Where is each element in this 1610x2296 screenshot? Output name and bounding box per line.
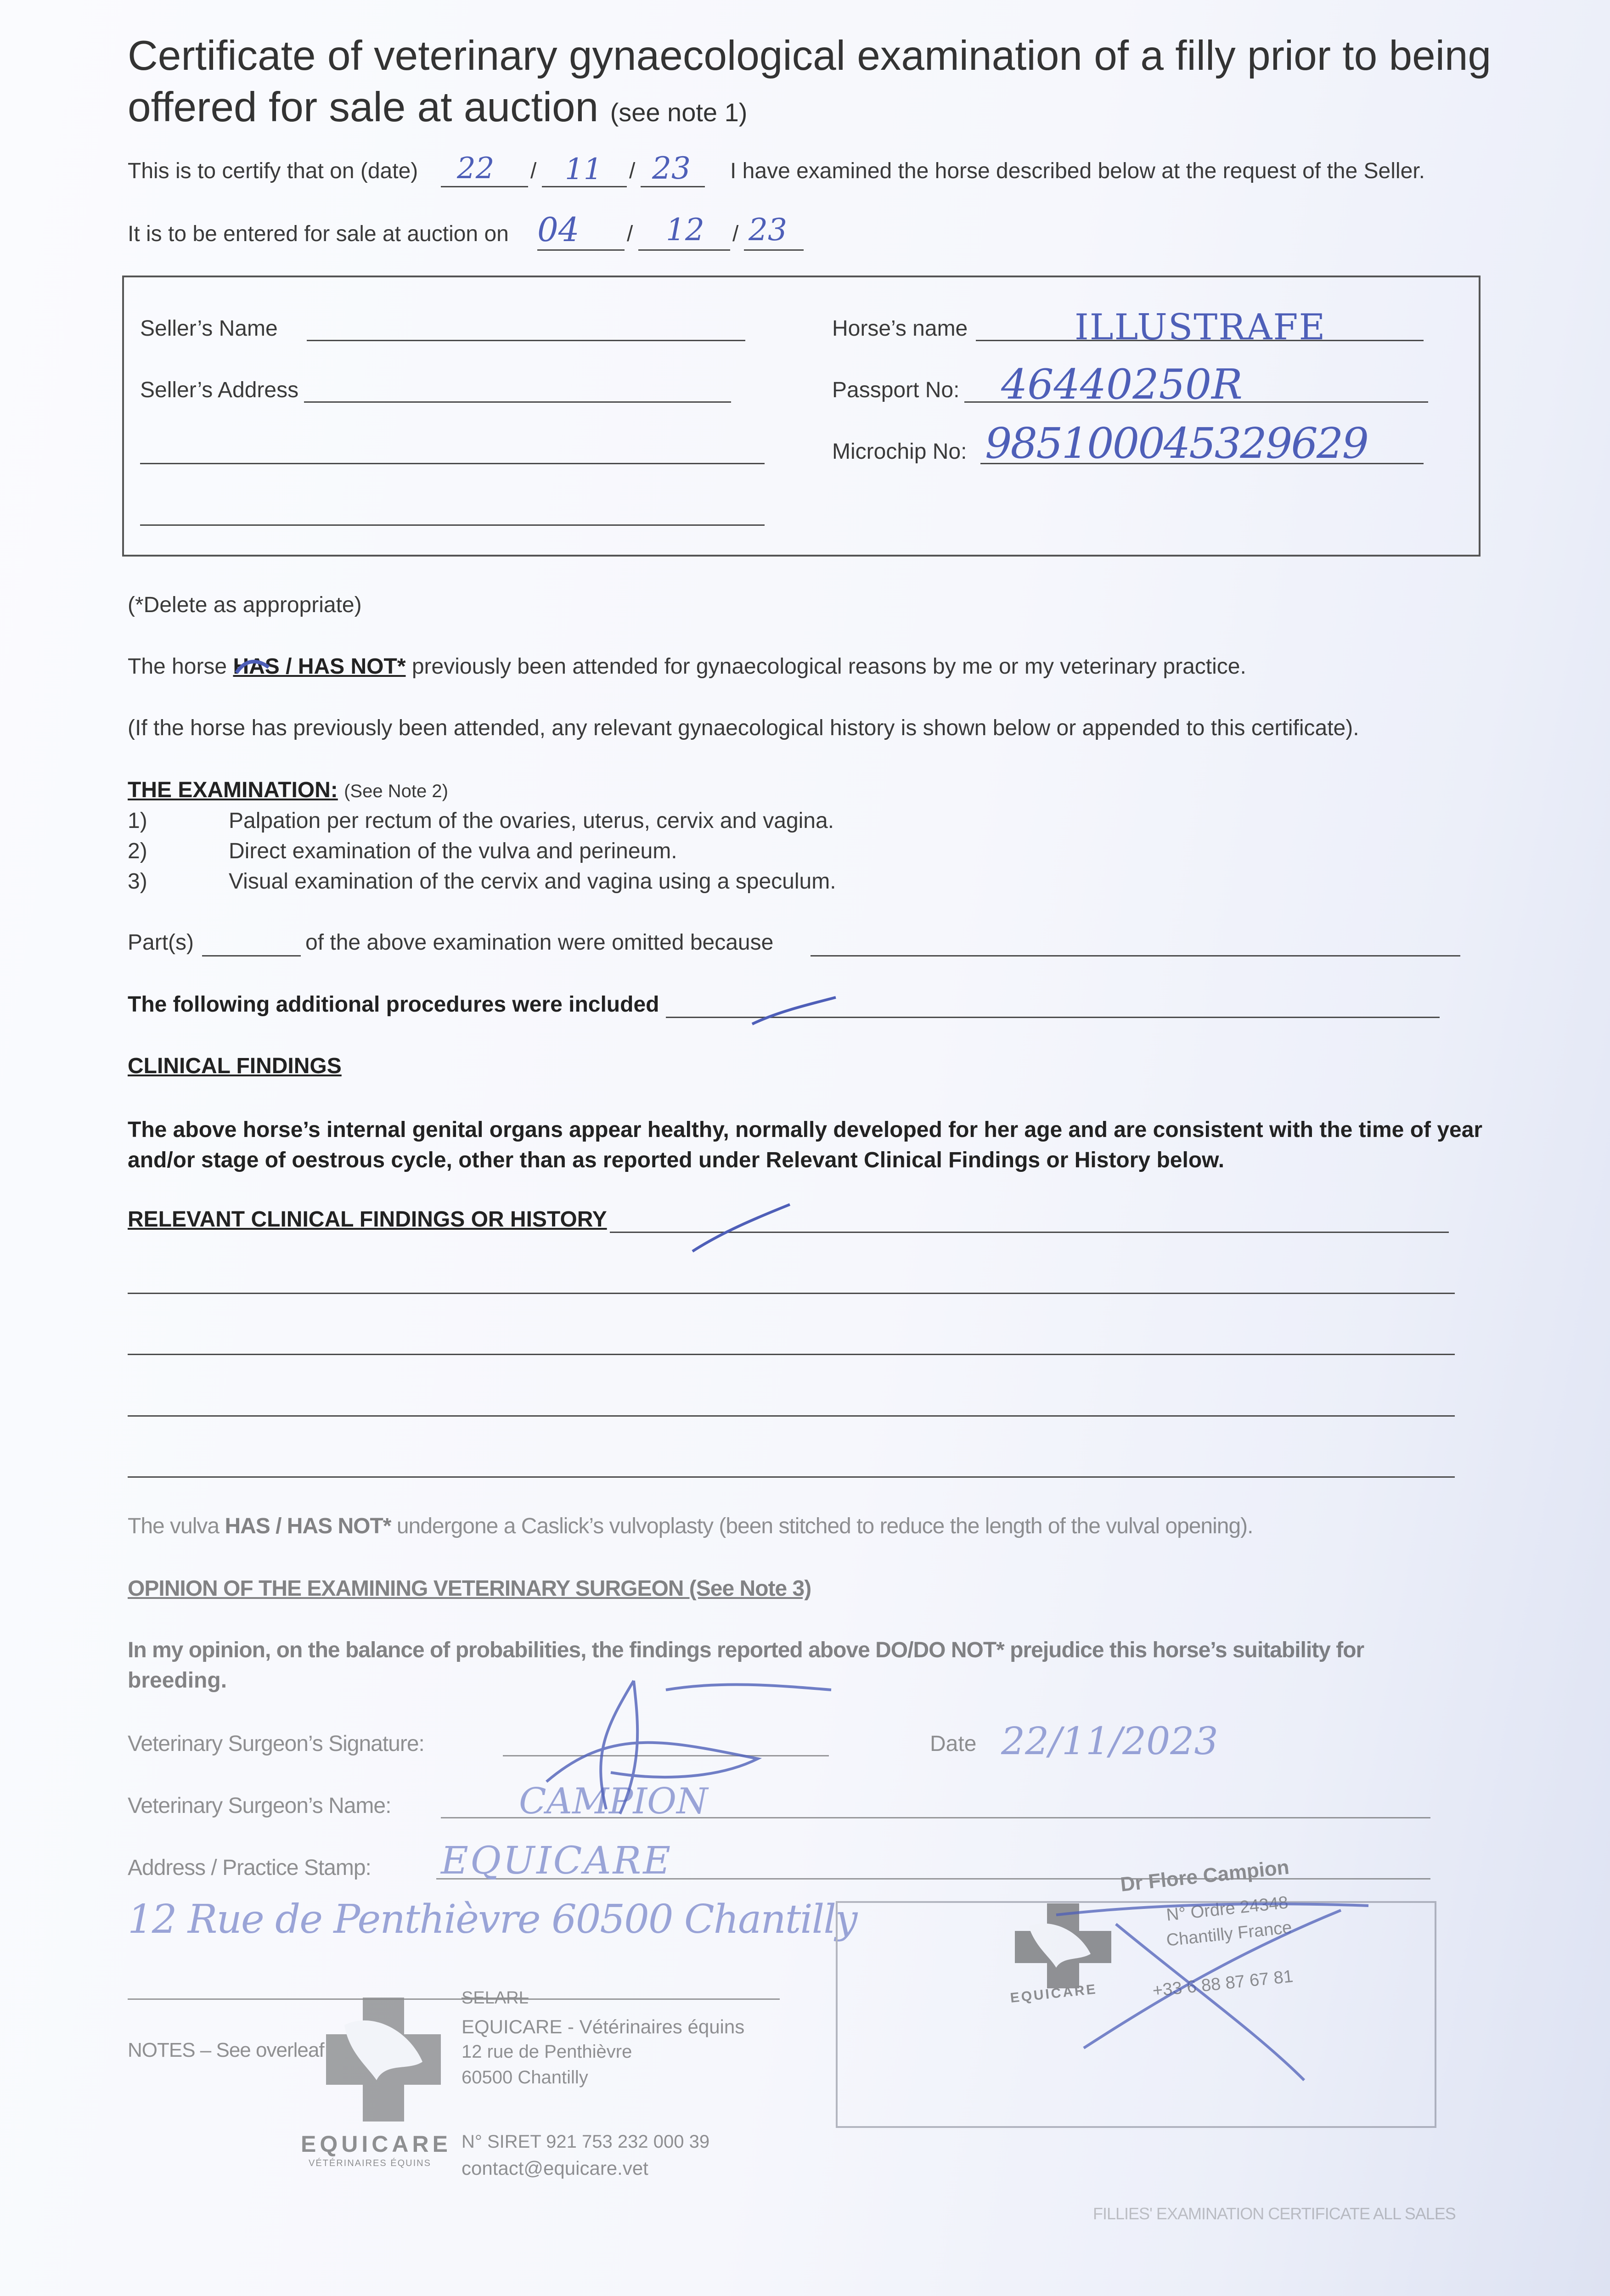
delete-note: (*Delete as appropriate) bbox=[128, 593, 362, 617]
horse-name-value: ILLUSTRAFE bbox=[1075, 307, 1326, 348]
signature-label: Veterinary Surgeon’s Signature: bbox=[128, 1732, 424, 1756]
practice-label: Address / Practice Stamp: bbox=[128, 1856, 371, 1880]
history-note: (If the horse has previously been attended, any relevant gynaecological history is shown below or appended to this certificate). bbox=[128, 716, 1359, 740]
vet-name-value: CAMPION bbox=[519, 1781, 708, 1822]
vet-stamp-name: Dr Flore Campion bbox=[1119, 1856, 1290, 1896]
footer-form-id: FILLIES' EXAMINATION CERTIFICATE ALL SALES bbox=[1093, 2204, 1456, 2223]
exam-item-num: 2) bbox=[128, 839, 147, 863]
additional-label: The following additional procedures were included bbox=[128, 992, 659, 1017]
seller-address-field-2[interactable] bbox=[140, 463, 765, 464]
stamp-company: SELARL bbox=[462, 1988, 529, 2008]
stamp-line1: EQUICARE - Vétérinaires équins bbox=[462, 2016, 745, 2037]
microchip-label: Microchip No: bbox=[832, 439, 967, 464]
relevant-field-4[interactable] bbox=[128, 1415, 1455, 1417]
caslick-statement bbox=[128, 1514, 1253, 1539]
seller-name-field[interactable] bbox=[307, 340, 745, 341]
caslick-options[interactable]: HAS / HAS NOT* bbox=[225, 1514, 391, 1538]
strike-mark-has bbox=[234, 654, 271, 682]
opinion-statement-line1: In my opinion, on the balance of probabilities, the findings reported above DO/DO NOT* prejudice this horse’s suitability for bbox=[128, 1638, 1364, 1662]
practice-value: EQUICARE bbox=[441, 1839, 673, 1883]
stamp-line3: 60500 Chantilly bbox=[462, 2067, 588, 2088]
examination-year: 23 bbox=[652, 151, 691, 186]
microchip-value: 985100045329629 bbox=[985, 419, 1368, 468]
exam-item-text: Direct examination of the vulva and perineum. bbox=[229, 839, 677, 863]
exam-item-num: 1) bbox=[128, 809, 147, 833]
opinion-heading: OPINION OF THE EXAMINING VETERINARY SURGEON (See Note 3) bbox=[128, 1576, 811, 1601]
omitted-parts-field[interactable] bbox=[202, 955, 301, 957]
clinical-findings-statement: The above horse’s internal genital organs appear healthy, normally developed for her age and are consistent with the time of year and/or stage of oestrous cycle, other than as reported under Relevant Clinical Findings or History below. bbox=[128, 1118, 1483, 1172]
passport-value: 46440250R bbox=[1001, 360, 1243, 409]
examination-day: 22 bbox=[457, 152, 495, 186]
attended-options[interactable]: HAS / HAS NOT* bbox=[233, 654, 406, 679]
stamp-line2: 12 rue de Penthièvre bbox=[462, 2042, 632, 2062]
exam-item-num: 3) bbox=[128, 869, 147, 894]
seller-name-label: Seller’s Name bbox=[140, 316, 278, 341]
stamp-logo-sub: VÉTÉRINAIRES ÉQUINS bbox=[309, 2158, 431, 2168]
vet-stamp-location: Chantilly France bbox=[1165, 1918, 1293, 1950]
seller-address-field-3[interactable] bbox=[140, 524, 765, 526]
certificate-page: Certificate of veterinary gynaecological examination of a filly prior to being offered for sale at auction (see note 1) This is to certify that on (date) / / 22 11 23 I have examined the horse described below at the request of the Seller. It is to be entered for sale at auction on / / 04 12 23 Seller’s Name Seller’s Address Horse’s name ILLUSTRAFE Passport No: 46440250R Microchip No: 985100045329629 (*Delete as appropriate) The horse HAS / HAS NOT* previously been attended for gynaecological reasons by me or my veterinary practice. (If the horse has previously been attended, any relevant gynaecological history is shown below or appended to this certificate). THE EXAMINATION: (See Note 2) 1) Palpation per rectum of the ovaries, uterus, cervix and vagina. 2) Direct examination of the vulva and perineum. 3) Visual examination of the cervix and vagina using a speculum. Part(s) of the above examination were omitted because The following additional procedures were included CLINICAL FINDINGS The above horse’s internal genital organs appear healthy, normally developed for her age and are consistent with the time of year and/or stage of oestrous cycle, other than as reported under Relevant Clinical Findings or History below. RELEVANT CLINICAL FINDINGS OR HISTORY The vulva HAS / HAS NOT* undergone a Caslick’s vulvoplasty (been stitched to reduce the length of the vulval opening). OPINION OF THE EXAMINING VETERINARY SURGEON (See Note 3) In my opinion, on the balance of probabilities, the findings reported above DO/DO NOT* prejudice this horse’s suitability for breeding. Veterinary Surgeon’s Signature: Date 22/11/2023 Veterinary Surgeon’s Name: CAMPION Address / Practice Stamp: EQUICARE 12 Rue de Penthièvre 60500 Chantilly SELARL EQUICARE - Vétérinaires équins 12 rue de Penthièvre 60500 Chantilly EQUICARE VÉTÉRINAIRES ÉQUINS N° SIRET 921 753 232 000 39 contact@equicare.vet NOTES – See overleaf Dr Flore Campion N° Ordre 24348 Chantilly France EQUICARE +33 6 88 87 67 81 FILLIES' EXAMINATION CERTIFICATE ALL SALES bbox=[0, 0, 1610, 2296]
title-text: Certificate of veterinary gynaecological examination of a filly prior to being offered for sale at auction bbox=[128, 33, 1492, 130]
dash-mark bbox=[749, 992, 840, 1029]
examination-month: 11 bbox=[565, 152, 602, 186]
examination-heading-note: (See Note 2) bbox=[344, 781, 448, 801]
stamp-signature-scribble bbox=[1047, 1896, 1378, 2089]
attended-statement bbox=[128, 654, 1246, 679]
vet-stamp-ordre: N° Ordre 24348 bbox=[1165, 1893, 1289, 1925]
clinical-findings-heading: CLINICAL FINDINGS bbox=[128, 1054, 342, 1078]
seller-address-label: Seller’s Address bbox=[140, 378, 299, 402]
examination-heading-row bbox=[128, 777, 448, 803]
passport-label: Passport No: bbox=[832, 378, 960, 402]
attended-prefix: The horse bbox=[128, 654, 227, 679]
relevant-field-2[interactable] bbox=[128, 1293, 1455, 1294]
stamp-email: contact@equicare.vet bbox=[462, 2157, 648, 2179]
signature-scribble bbox=[528, 1671, 840, 1823]
auction-month: 12 bbox=[666, 212, 704, 248]
dash-mark bbox=[689, 1201, 794, 1256]
date-label: Date bbox=[930, 1732, 977, 1756]
vet-stamp-phone: +33 6 88 87 67 81 bbox=[1151, 1966, 1294, 2001]
certify-suffix: I have examined the horse described below at the request of the Seller. bbox=[730, 159, 1425, 183]
practice-address-hand: 12 Rue de Penthièvre 60500 Chantilly bbox=[128, 1896, 857, 1942]
stamp-logo-text: EQUICARE bbox=[301, 2131, 451, 2157]
notes-reference: NOTES – See overleaf bbox=[128, 2039, 324, 2061]
practice-field-2[interactable] bbox=[128, 1998, 780, 2000]
vet-name-label: Veterinary Surgeon’s Name: bbox=[128, 1794, 391, 1818]
opinion-statement-line2: breeding. bbox=[128, 1668, 227, 1693]
exam-item-text: Visual examination of the cervix and vagina using a speculum. bbox=[229, 869, 836, 894]
caslick-suffix: undergone a Caslick’s vulvoplasty (been stitched to reduce the length of the vulval opening). bbox=[396, 1514, 1253, 1538]
stamp-siret: N° SIRET 921 753 232 000 39 bbox=[462, 2132, 710, 2152]
attended-suffix: previously been attended for gynaecological reasons by me or my veterinary practice. bbox=[411, 654, 1246, 679]
horse-name-label: Horse’s name bbox=[832, 316, 968, 341]
exam-item-text: Palpation per rectum of the ovaries, uterus, cervix and vagina. bbox=[229, 809, 834, 833]
auction-year: 23 bbox=[749, 212, 787, 248]
equicare-logo-icon bbox=[317, 1993, 445, 2126]
omitted-prefix: Part(s) bbox=[128, 930, 194, 955]
title-note: (see note 1) bbox=[610, 98, 748, 127]
caslick-prefix: The vulva bbox=[128, 1514, 220, 1538]
auction-prefix: It is to be entered for sale at auction on bbox=[128, 222, 509, 246]
page-title bbox=[128, 30, 1505, 138]
seller-address-field[interactable] bbox=[304, 401, 731, 403]
relevant-heading: RELEVANT CLINICAL FINDINGS OR HISTORY bbox=[128, 1207, 607, 1232]
auction-day: 04 bbox=[537, 210, 580, 249]
signature-date-value: 22/11/2023 bbox=[1001, 1720, 1218, 1763]
certify-prefix: This is to certify that on (date) bbox=[128, 159, 418, 183]
relevant-field-3[interactable] bbox=[128, 1354, 1455, 1355]
relevant-field-5[interactable] bbox=[128, 1476, 1455, 1478]
examination-heading: THE EXAMINATION: bbox=[128, 778, 338, 802]
omitted-reason-field[interactable] bbox=[811, 955, 1460, 957]
vet-stamp-logo-text: EQUICARE bbox=[1009, 1981, 1098, 2006]
omitted-middle: of the above examination were omitted because bbox=[305, 930, 774, 955]
